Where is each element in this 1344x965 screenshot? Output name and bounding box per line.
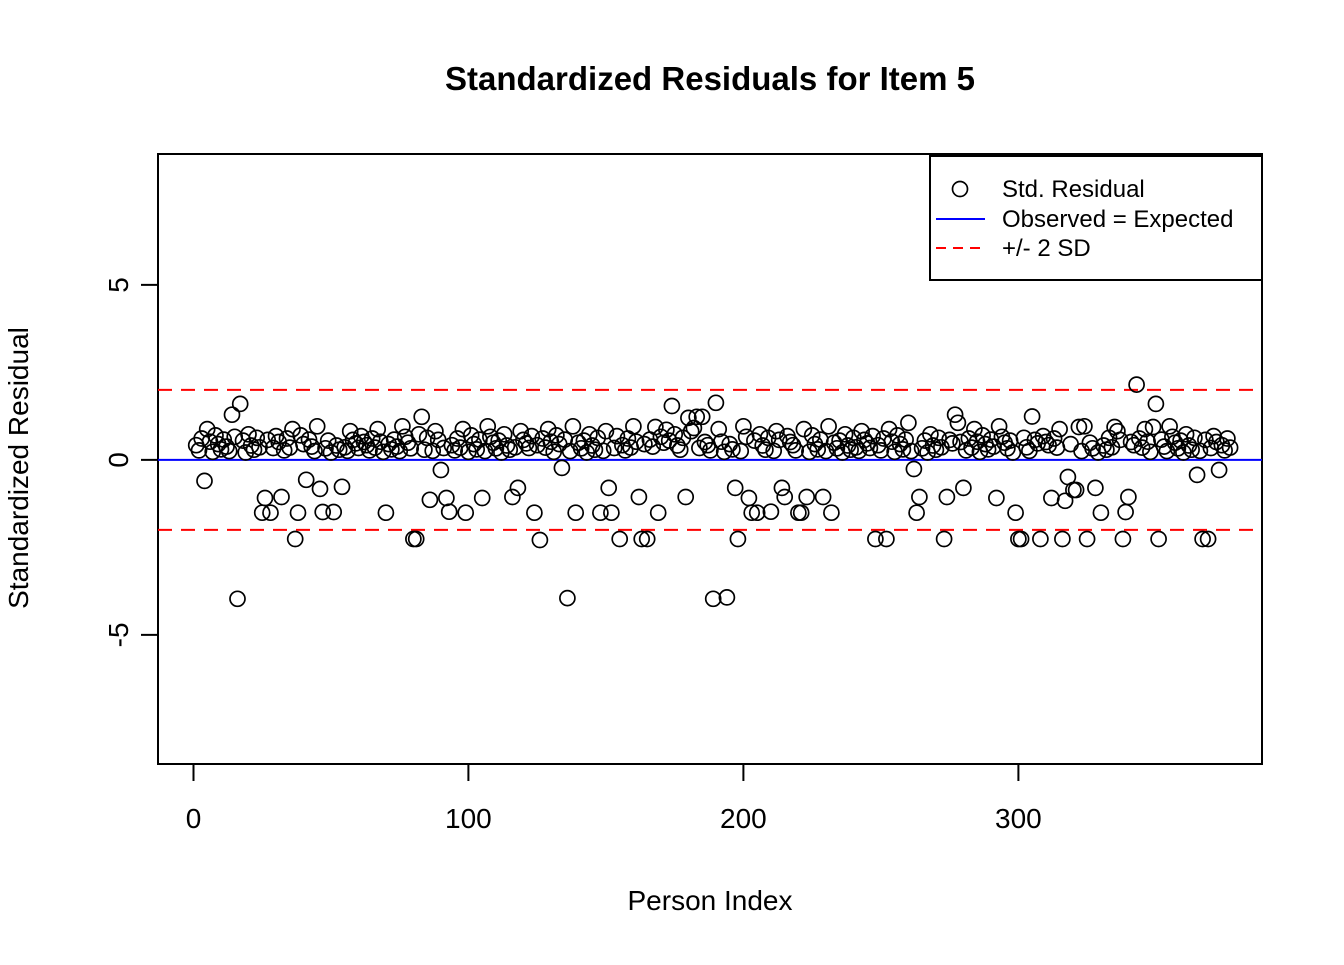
data-point [1080, 532, 1095, 547]
data-point [1093, 505, 1108, 520]
data-point [1212, 463, 1227, 478]
y-tick-label: 0 [103, 452, 134, 468]
data-point [258, 491, 273, 506]
data-point [992, 419, 1007, 434]
data-point [901, 415, 916, 430]
data-point [777, 490, 792, 505]
data-point [1074, 444, 1089, 459]
data-point [631, 490, 646, 505]
x-tick-label: 0 [185, 803, 202, 834]
y-axis-ticks [103, 277, 158, 647]
data-point [838, 427, 853, 442]
data-point [651, 505, 666, 520]
data-point [411, 427, 426, 442]
data-point [288, 532, 303, 547]
x-axis-ticks [186, 764, 1042, 834]
legend-label-2sd: +/- 2 SD [1002, 235, 1091, 262]
data-point [1118, 505, 1133, 520]
data-point [414, 409, 429, 424]
data-point [335, 479, 350, 494]
data-point [1223, 440, 1238, 455]
data-point [554, 460, 569, 475]
data-point [197, 473, 212, 488]
data-point [626, 419, 641, 434]
data-point [879, 532, 894, 547]
data-point [730, 532, 745, 547]
data-point [458, 505, 473, 520]
data-point [728, 480, 743, 495]
data-point [1008, 505, 1023, 520]
data-point [1115, 532, 1130, 547]
data-point [1179, 427, 1194, 442]
data-point [1088, 480, 1103, 495]
data-point [299, 472, 314, 487]
data-point [1063, 437, 1078, 452]
data-point [741, 491, 756, 506]
data-point [799, 490, 814, 505]
data-point [241, 427, 256, 442]
data-point [788, 443, 803, 458]
data-point [1190, 467, 1205, 482]
data-point [527, 505, 542, 520]
data-point [733, 444, 748, 459]
y-axis-label: Standardized Residual [3, 327, 34, 609]
data-point [475, 491, 490, 506]
x-axis-label: Person Index [627, 885, 793, 916]
x-tick-label: 200 [720, 803, 767, 834]
data-point [532, 533, 547, 548]
data-point [378, 505, 393, 520]
data-point [433, 463, 448, 478]
legend-label-std-residual: Std. Residual [1002, 176, 1145, 203]
data-point [909, 505, 924, 520]
data-point [956, 480, 971, 495]
x-tick-label: 300 [995, 803, 1042, 834]
data-point [763, 504, 778, 519]
data-point [1143, 444, 1158, 459]
scatter-points [189, 377, 1238, 606]
legend-label-observed-expected: Observed = Expected [1002, 206, 1234, 233]
y-tick-label: 5 [103, 277, 134, 293]
data-point [950, 415, 965, 430]
data-point [906, 462, 921, 477]
data-point [422, 492, 437, 507]
data-point [233, 396, 248, 411]
data-point [824, 505, 839, 520]
data-point [708, 395, 723, 410]
x-tick-label: 100 [445, 803, 492, 834]
data-point [582, 427, 597, 442]
data-point [326, 505, 341, 520]
y-tick-label: -5 [103, 622, 134, 648]
data-point [310, 419, 325, 434]
data-point [601, 480, 616, 495]
data-point [1162, 419, 1177, 434]
data-point [923, 427, 938, 442]
data-point [227, 429, 242, 444]
data-point [1044, 491, 1059, 506]
data-point [291, 505, 306, 520]
data-point [912, 490, 927, 505]
data-point [752, 427, 767, 442]
data-point [480, 419, 495, 434]
data-point [604, 505, 619, 520]
data-point [821, 419, 836, 434]
data-point [1033, 532, 1048, 547]
data-point [678, 490, 693, 505]
data-point [313, 481, 328, 496]
data-point [736, 419, 751, 434]
data-point [1121, 490, 1136, 505]
data-point [497, 427, 512, 442]
data-point [937, 532, 952, 547]
data-point [395, 419, 410, 434]
data-point [1025, 409, 1040, 424]
data-point [774, 480, 789, 495]
data-point [989, 491, 1004, 506]
legend [930, 156, 1262, 280]
plot-title: Standardized Residuals for Item 5 [445, 60, 975, 97]
data-point [230, 591, 245, 606]
data-point [719, 590, 734, 605]
data-point [560, 591, 575, 606]
data-point [274, 490, 289, 505]
data-point [565, 419, 580, 434]
data-point [442, 504, 457, 519]
data-point [612, 532, 627, 547]
data-point [439, 491, 454, 506]
data-point [1148, 396, 1163, 411]
data-point [664, 399, 679, 414]
data-point [948, 407, 963, 422]
data-point [1055, 532, 1070, 547]
data-point [706, 591, 721, 606]
data-point [939, 490, 954, 505]
data-point [568, 505, 583, 520]
data-point [225, 407, 240, 422]
data-point [816, 490, 831, 505]
data-point [1151, 532, 1166, 547]
